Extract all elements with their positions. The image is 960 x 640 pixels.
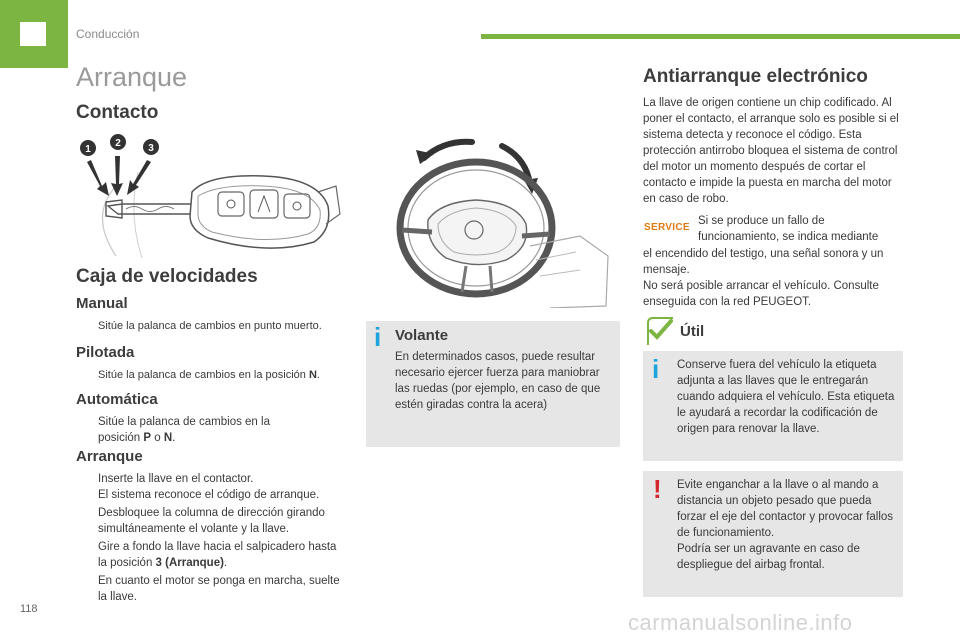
contacto-heading: Contacto [76, 102, 159, 123]
steering-wheel-illustration [380, 136, 610, 308]
list-item: Gire a fondo la llave hacia el salpicadero hasta la posición 3 (Arranque). [98, 541, 337, 569]
util-info-text: Conserve fuera del vehículo la etiqueta adjunta a las llaves que le entregarán cuando adquiera el vehículo. Esta etiqueta le ayudará a recordar la codificación de origen para renovar la llave. [677, 359, 895, 435]
volante-box [366, 321, 620, 447]
chapter-name: Conducción [76, 27, 140, 41]
service-text-1: Si se produce un fallo de funcionamiento, se indica mediante [698, 215, 879, 243]
antiarranque-heading: Antiarranque electrónico [643, 66, 868, 87]
callout-3 [143, 139, 159, 155]
info-icon: i [374, 322, 382, 352]
list-item: Inserte la llave en el contactor. El sistema reconoce el código de arranque. [98, 473, 320, 501]
automatica-heading: Automática [76, 391, 158, 408]
arranque-list [76, 471, 344, 605]
caja-heading: Caja de velocidades [76, 266, 258, 287]
list-item: Sitúe la palanca de cambios en la posición N. [98, 369, 320, 381]
callout-2 [110, 134, 126, 150]
util-heading: Útil [680, 323, 705, 340]
list-item: Sitúe la palanca de cambios en punto muerto. [98, 320, 322, 332]
antiarranque-paragraph: La llave de origen contiene un chip codificado. Al poner el contacto, el arranque solo es posible si el sistema detecta y reconoce el código. Esta protección antirrobo bloquea el sistema de control del motor un momento después de cortar el contacto e impide la puesta en marcha del motor en caso de robo. [643, 97, 899, 205]
page-number: 118 [20, 603, 38, 615]
page-title: Arranque [76, 62, 188, 92]
volante-heading: Volante [395, 327, 449, 344]
arrow-icon [87, 156, 151, 196]
service-warning-icon: SERVICE [644, 222, 690, 233]
util-info-box [643, 351, 903, 461]
svg-text:3: 3 [148, 143, 154, 154]
svg-text:2: 2 [115, 138, 121, 149]
pilotada-heading: Pilotada [76, 344, 135, 361]
volante-text: En determinados casos, puede resultar necesario ejercer fuerza para maniobrar las ruedas (por ejemplo, en caso de que estén giradas contra la acera) [395, 351, 601, 411]
arranque-heading: Arranque [76, 448, 143, 465]
list-item: En cuanto el motor se ponga en marcha, suelte la llave. [98, 575, 340, 603]
header-rule [481, 34, 960, 39]
util-warning-text: Evite enganchar a la llave o al mando a distancia un objeto pesado que pueda forzar el eje del contactor y provocar fallos de funcionamiento. Podría ser un agravante en caso de despliegue del airbag frontal. [677, 479, 894, 571]
pilotada-list [76, 367, 341, 383]
util-warning-box [643, 471, 903, 597]
service-text-2: el encendido del testigo, una señal sonora y un mensaje. No será posible arrancar el vehículo. Consulte enseguida con la red PEUGEOT. [643, 248, 884, 308]
watermark: carmanualsonline.info [628, 610, 853, 635]
svg-text:1: 1 [85, 144, 91, 155]
callout-1 [80, 140, 96, 156]
warning-icon: ! [653, 474, 662, 504]
info-icon: i [652, 354, 660, 384]
chapter-square-icon [20, 22, 46, 46]
manual-heading: Manual [76, 295, 128, 312]
list-item: Sitúe la palanca de cambios en la posición P o N. [98, 416, 270, 444]
key-illustration [78, 134, 348, 262]
tip-checkmark-icon [645, 315, 675, 345]
manual-list [76, 318, 341, 334]
list-item: Desbloquee la columna de dirección girando simultáneamente el volante y la llave. [98, 507, 325, 535]
automatica-list [76, 414, 296, 446]
